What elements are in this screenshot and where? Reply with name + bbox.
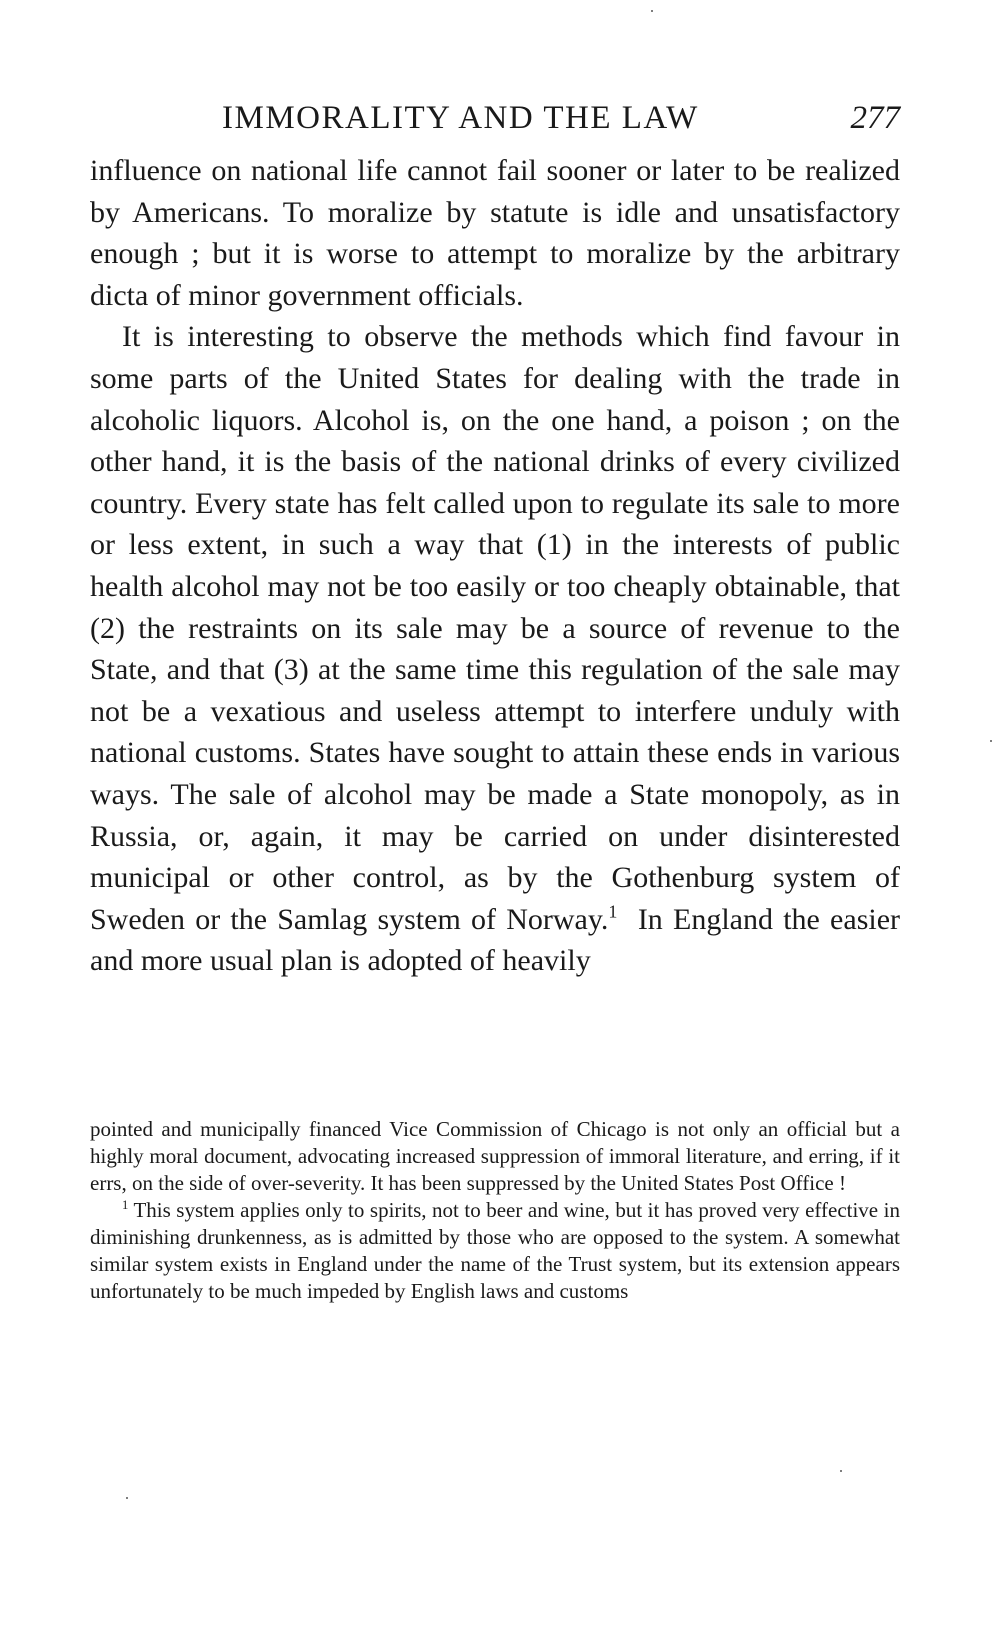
footnote-1 [90, 1197, 900, 1305]
body-text [90, 150, 900, 982]
footnote-1-marker: 1 [122, 1197, 129, 1212]
paragraph-1: influence on national life cannot fail sooner or later to be realized by Americans. To moralize by statute is idle and unsatisfactory enough ; but it is worse to attempt to moralize by the arbitrary dicta of minor government officials. [90, 154, 900, 312]
scan-speck [840, 1470, 842, 1472]
paragraph-2 [90, 316, 900, 982]
paragraph-2-text: It is interesting to observe the methods which find favour in some parts of the United States for dealing with the trade in alcoholic liquors. Alcohol is, on the one hand, a poison ; on the other hand, it is the basis of the national drinks of every civilized country. Every state has felt called upon to regulate its sale to more or less extent, in such a way that (1) in the interests of public health alcohol may not be too easily or too cheaply obtainable, that (2) the restraints on its sale may be a source of revenue to the State, and that (3) at the same time this regulation of the sale may not be a vexatious and useless attempt to interfere unduly with national customs. States have sought to attain these ends in various ways. The sale of alcohol may be made a State monopoly, as in Russia, or, again, it may be carried on under disinterested municipal or other control, as by the Gothenburg system of Sweden or the Samlag system of Norway. [90, 320, 900, 936]
running-title: IMMORALITY AND THE LAW [222, 100, 699, 136]
footnote-continued: pointed and municipally financed Vice Commission of Chicago is not only an official but a highly moral document, advocating increased suppression of immoral literature, and erring, if it errs, on the side of over-severity. It has been suppressed by the United States Post Office ! [90, 1117, 900, 1195]
running-head [90, 96, 900, 140]
paragraph-2-end: In England the easier and more usual plan is adopted of heavily [90, 902, 901, 978]
footnote-ref-1: 1 [608, 901, 618, 921]
page-number: 277 [850, 100, 900, 136]
scan-speck [651, 10, 653, 12]
footnote-1-text: This system applies only to spirits, not to beer and wine, but it has proved very effective in diminishing drunkenness, as is admitted by those who are opposed to the system. A somewhat similar system exists in England under the name of the Trust system, but its extension appears unfortunately to be much impeded by English laws and customs [90, 1198, 900, 1303]
footnotes [90, 1116, 900, 1305]
scan-speck [126, 1497, 128, 1499]
scan-speck [990, 740, 992, 742]
